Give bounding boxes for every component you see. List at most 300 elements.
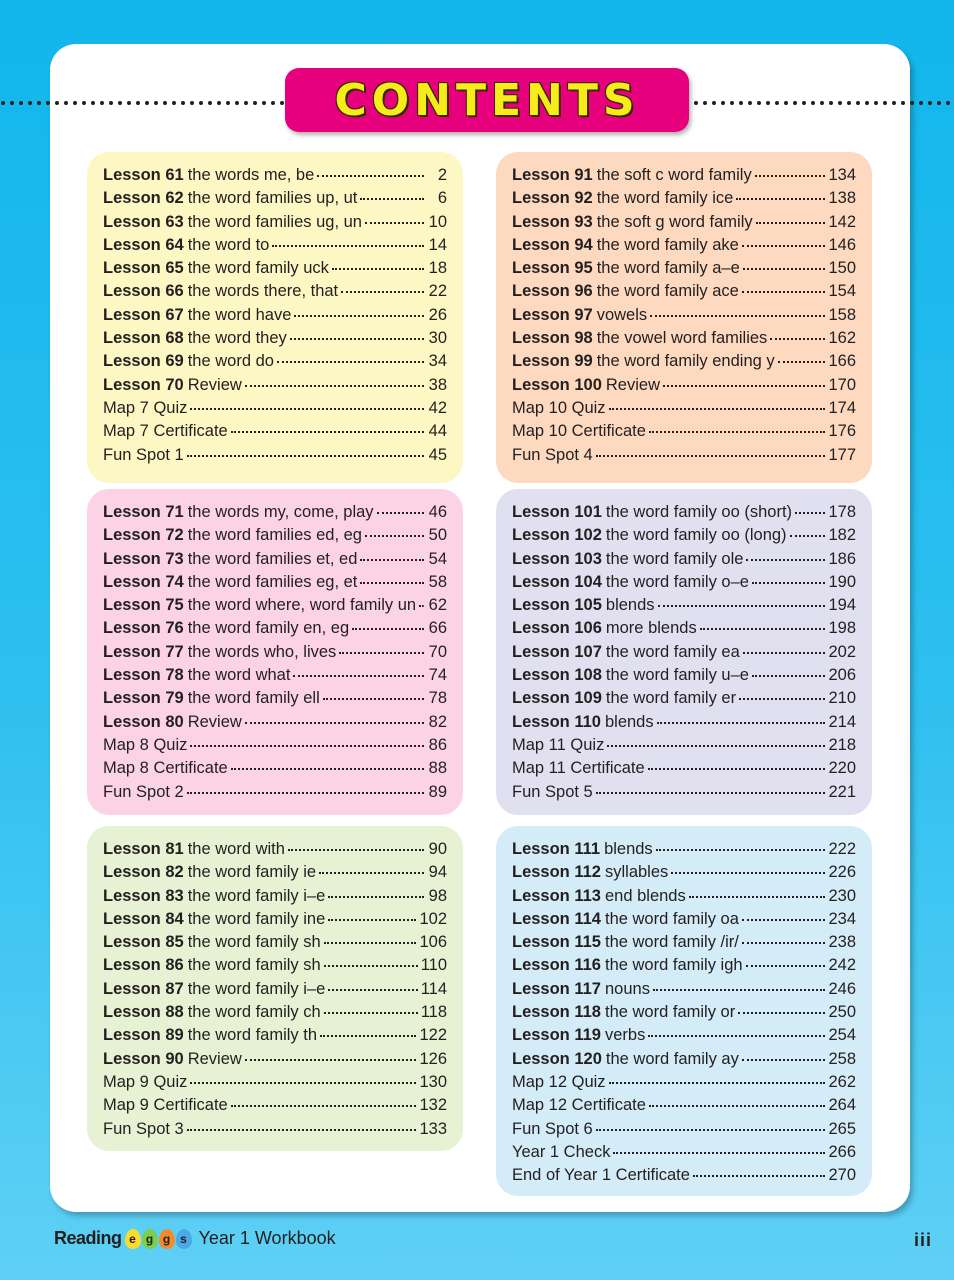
dot-leader [360, 582, 424, 584]
entry-page-number: 254 [828, 1026, 856, 1045]
entry-lesson-label: Lesson 107 [512, 642, 602, 661]
entry-title: the word family /ir/ [604, 933, 739, 952]
contents-entry [103, 840, 447, 863]
dot-leader [419, 605, 424, 607]
dot-leader [738, 1012, 825, 1014]
entry-page-number: 90 [428, 840, 447, 858]
dot-leader [596, 792, 826, 794]
dot-leader [319, 872, 424, 874]
entry-title: the word family oo (long) [605, 526, 787, 545]
contents-box-purple [496, 489, 872, 815]
contents-entry [103, 736, 447, 759]
dot-leader [365, 535, 424, 537]
contents-entry [512, 759, 856, 782]
dot-leader [742, 245, 826, 247]
brand-eggs-logo [124, 1229, 192, 1249]
contents-entry [512, 306, 856, 329]
entry-page-number: 234 [828, 909, 856, 928]
contents-entry [103, 213, 447, 236]
entry-page-number: 6 [437, 189, 447, 208]
entry-title: Map 8 Certificate [103, 759, 228, 778]
entry-title: the word family igh [604, 956, 743, 975]
entry-page-number: 74 [428, 666, 447, 685]
dot-leader [752, 582, 826, 584]
contents-entry [512, 713, 856, 736]
dot-leader [187, 1129, 417, 1131]
entry-lesson-label: Lesson 91 [512, 166, 593, 184]
contents-entry [103, 980, 447, 1003]
entry-lesson-label: Lesson 93 [512, 212, 593, 231]
entry-lesson-label: Lesson 86 [103, 956, 184, 975]
entry-page-number: 177 [828, 445, 856, 464]
contents-entry [512, 910, 856, 933]
dot-leader [742, 942, 826, 944]
contents-entry [103, 713, 447, 736]
entry-title: the word family o–e [605, 572, 749, 591]
entry-lesson-label: Lesson 75 [103, 596, 184, 615]
dot-leader [693, 1175, 826, 1177]
dot-leader [736, 198, 825, 200]
entry-page-number: 26 [428, 305, 447, 324]
contents-entry [103, 503, 447, 526]
entry-page-number: 2 [437, 166, 447, 184]
entry-page-number: 250 [828, 1003, 856, 1022]
entry-page-number: 102 [419, 909, 447, 928]
entry-title: the word with [187, 840, 285, 858]
entry-lesson-label: Lesson 62 [103, 189, 184, 208]
dot-leader [746, 559, 825, 561]
entry-title: the word family th [187, 1026, 318, 1045]
entry-page-number: 110 [420, 956, 447, 975]
entry-page-number: 126 [419, 1049, 447, 1068]
contents-entry [512, 213, 856, 236]
contents-entry [103, 887, 447, 910]
contents-entry [103, 166, 447, 189]
contents-entry [512, 282, 856, 305]
dot-leader [352, 628, 424, 630]
entry-lesson-label: Lesson 88 [103, 1003, 184, 1022]
entry-page-number: 190 [828, 572, 856, 591]
entry-title: Review [187, 375, 242, 394]
entry-title: blends [604, 712, 654, 731]
contents-entry [512, 329, 856, 352]
entry-page-number: 202 [828, 642, 856, 661]
entry-lesson-label: Lesson 120 [512, 1049, 602, 1068]
entry-lesson-label: Lesson 109 [512, 689, 602, 708]
entry-title: Map 10 Quiz [512, 398, 606, 417]
entry-page-number: 222 [828, 840, 856, 858]
dot-leader [245, 722, 424, 724]
dot-leader [739, 698, 825, 700]
contents-entry [512, 1096, 856, 1119]
contents-box-green [87, 826, 463, 1151]
contents-entry [512, 376, 856, 399]
contents-entry [103, 422, 447, 445]
entry-title: the word family oa [604, 909, 739, 928]
title-badge [285, 68, 689, 132]
entry-title: the vowel word families [596, 329, 768, 348]
contents-entry [103, 1120, 447, 1143]
dot-leader [290, 338, 424, 340]
contents-entry [512, 573, 856, 596]
entry-page-number: 45 [428, 445, 447, 464]
contents-entry [512, 1026, 856, 1049]
contents-entry [103, 446, 447, 469]
entry-page-number: 130 [419, 1072, 447, 1091]
contents-entry [512, 1003, 856, 1026]
entry-title: the word have [187, 305, 292, 324]
entry-lesson-label: Lesson 98 [512, 329, 593, 348]
contents-entry [512, 236, 856, 259]
entry-lesson-label: Lesson 119 [512, 1026, 601, 1045]
contents-entry [512, 666, 856, 689]
footer-brand [54, 1228, 336, 1249]
entry-title: the word family en, eg [187, 619, 350, 638]
dot-leader [324, 1012, 418, 1014]
entry-title: the word family sh [187, 933, 321, 952]
entry-page-number: 86 [428, 735, 447, 754]
entry-page-number: 98 [428, 886, 447, 905]
contents-box-pink [87, 489, 463, 815]
entry-page-number: 206 [828, 666, 856, 685]
entry-lesson-label: Lesson 63 [103, 212, 184, 231]
entry-lesson-label: Lesson 96 [512, 282, 593, 301]
contents-entry [103, 1003, 447, 1026]
contents-entry [512, 526, 856, 549]
entry-title: the word family ell [187, 689, 320, 708]
entry-lesson-label: Lesson 82 [103, 863, 184, 882]
entry-page-number: 262 [828, 1072, 856, 1091]
entry-title: more blends [605, 619, 697, 638]
dot-leader [609, 1082, 826, 1084]
contents-entry [103, 259, 447, 282]
dot-leader [663, 385, 825, 387]
entry-title: the word families eg, et [187, 572, 358, 591]
contents-entry [512, 689, 856, 712]
contents-entry [103, 643, 447, 666]
contents-entry [103, 956, 447, 979]
dot-leader [790, 535, 826, 537]
entry-lesson-label: Lesson 106 [512, 619, 602, 638]
dot-leader [272, 245, 424, 247]
entry-lesson-label: Lesson 87 [103, 979, 184, 998]
entry-page-number: 30 [428, 329, 447, 348]
contents-entry [103, 759, 447, 782]
dot-leader [245, 1059, 417, 1061]
entry-page-number: 106 [419, 933, 447, 952]
entry-lesson-label: Lesson 100 [512, 375, 602, 394]
dot-leader [756, 222, 826, 224]
dot-leader [377, 512, 424, 514]
entry-title: Map 9 Certificate [103, 1096, 228, 1115]
dot-leader [341, 291, 424, 293]
contents-entry [103, 689, 447, 712]
contents-entry [103, 1026, 447, 1049]
page-title: CONTENTS [334, 74, 640, 126]
entry-page-number: 246 [828, 979, 856, 998]
entry-title: the word family or [604, 1003, 736, 1022]
entry-title: the word family ay [605, 1049, 739, 1068]
entry-title: blends [605, 596, 655, 615]
dot-leader [324, 965, 418, 967]
dot-leader [320, 1035, 416, 1037]
dot-leader [649, 1105, 826, 1107]
entry-title: blends [604, 840, 653, 858]
contents-entry [512, 736, 856, 759]
dot-leader [689, 896, 826, 898]
contents-entry [512, 596, 856, 619]
entry-title: the words who, lives [187, 642, 337, 661]
entry-lesson-label: Lesson 76 [103, 619, 184, 638]
dot-leader [795, 512, 825, 514]
entry-page-number: 133 [419, 1119, 447, 1138]
dot-leader [360, 198, 424, 200]
entry-title: the words there, that [187, 282, 339, 301]
dot-leader [648, 768, 826, 770]
entry-title: the soft g word family [596, 212, 753, 231]
dot-leader [288, 849, 424, 851]
dotted-rule-left [0, 100, 290, 106]
entry-page-number: 220 [828, 759, 856, 778]
contents-entry [512, 887, 856, 910]
dot-leader [653, 989, 826, 991]
entry-lesson-label: Lesson 108 [512, 666, 602, 685]
contents-entry [103, 526, 447, 549]
dot-leader [778, 361, 826, 363]
contents-entry [103, 306, 447, 329]
entry-title: the word family u–e [605, 666, 749, 685]
dot-leader [656, 849, 826, 851]
dot-leader [365, 222, 424, 224]
entry-page-number: 54 [428, 549, 447, 568]
entry-page-number: 134 [828, 166, 856, 184]
contents-entry [512, 933, 856, 956]
dot-leader [317, 175, 424, 177]
entry-title: Map 10 Certificate [512, 422, 646, 441]
dot-leader [245, 385, 424, 387]
entry-page-number: 150 [828, 259, 856, 278]
entry-lesson-label: Lesson 67 [103, 305, 184, 324]
dot-leader [231, 1105, 417, 1107]
contents-entry [103, 1073, 447, 1096]
entry-lesson-label: Lesson 104 [512, 572, 602, 591]
entry-page-number: 270 [828, 1166, 856, 1185]
contents-entry [512, 1073, 856, 1096]
entry-lesson-label: Lesson 89 [103, 1026, 184, 1045]
entry-lesson-label: Lesson 114 [512, 909, 601, 928]
entry-page-number: 242 [828, 956, 856, 975]
contents-entry [103, 863, 447, 886]
entry-page-number: 176 [828, 422, 856, 441]
dot-leader [700, 628, 826, 630]
entry-lesson-label: Lesson 72 [103, 526, 184, 545]
contents-box-orange [496, 152, 872, 483]
entry-lesson-label: Lesson 95 [512, 259, 593, 278]
entry-page-number: 44 [428, 422, 447, 441]
entry-title: nouns [604, 979, 650, 998]
entry-page-number: 221 [828, 782, 856, 801]
dot-leader [190, 745, 424, 747]
dot-leader [328, 919, 416, 921]
dot-leader [657, 722, 826, 724]
entry-lesson-label: Lesson 103 [512, 549, 602, 568]
dot-leader [752, 675, 826, 677]
entry-page-number: 94 [428, 863, 447, 882]
entry-title: verbs [604, 1026, 646, 1045]
entry-lesson-label: Lesson 61 [103, 166, 184, 184]
entry-page-number: 58 [428, 572, 447, 591]
contents-entry [103, 550, 447, 573]
entry-lesson-label: Lesson 70 [103, 375, 184, 394]
entry-page-number: 82 [428, 712, 447, 731]
entry-page-number: 174 [828, 398, 856, 417]
brand-word: Reading [54, 1228, 122, 1248]
dot-leader [328, 896, 424, 898]
entry-title: the word family ole [605, 549, 744, 568]
entry-lesson-label: Lesson 80 [103, 712, 184, 731]
entry-title: Fun Spot 5 [512, 782, 593, 801]
entry-lesson-label: Lesson 73 [103, 549, 184, 568]
entry-lesson-label: Lesson 113 [512, 886, 601, 905]
entry-lesson-label: Lesson 66 [103, 282, 184, 301]
entry-title: the word where, word family un [187, 596, 417, 615]
dot-leader [190, 408, 424, 410]
entry-page-number: 226 [828, 863, 856, 882]
entry-title: the word family ending y [596, 352, 775, 371]
dot-leader [609, 408, 826, 410]
contents-entry [103, 399, 447, 422]
entry-lesson-label: Lesson 74 [103, 572, 184, 591]
entry-title: Map 11 Quiz [512, 735, 605, 754]
entry-page-number: 265 [828, 1119, 856, 1138]
contents-entry [512, 503, 856, 526]
contents-entry [103, 783, 447, 806]
dotted-rule-right [690, 100, 954, 106]
dot-leader [332, 268, 424, 270]
contents-entry [103, 910, 447, 933]
dot-leader [746, 965, 826, 967]
dot-leader [187, 792, 424, 794]
entry-title: Review [187, 1049, 242, 1068]
entry-page-number: 230 [828, 886, 856, 905]
entry-page-number: 142 [828, 212, 856, 231]
entry-title: the word family i–e [187, 979, 326, 998]
entry-lesson-label: Lesson 110 [512, 712, 601, 731]
entry-title: the word family ie [187, 863, 317, 882]
entry-lesson-label: Lesson 68 [103, 329, 184, 348]
entry-page-number: 194 [828, 596, 856, 615]
entry-lesson-label: Lesson 101 [512, 503, 602, 521]
entry-page-number: 178 [828, 503, 856, 521]
entry-title: the word to [187, 235, 270, 254]
dot-leader [231, 431, 424, 433]
contents-entry [103, 933, 447, 956]
dot-leader [743, 268, 826, 270]
entry-title: Fun Spot 6 [512, 1119, 593, 1138]
page-number: iii [913, 1230, 932, 1250]
entry-lesson-label: Lesson 92 [512, 189, 593, 208]
dot-leader [231, 768, 424, 770]
entry-page-number: 62 [428, 596, 447, 615]
entry-page-number: 146 [828, 235, 856, 254]
dot-leader [293, 675, 424, 677]
entry-page-number: 66 [428, 619, 447, 638]
entry-title: Map 7 Certificate [103, 422, 228, 441]
entry-page-number: 158 [828, 305, 856, 324]
entry-title: syllables [604, 863, 669, 882]
entry-title: the soft c word family [596, 166, 752, 184]
entry-title: Map 7 Quiz [103, 398, 188, 417]
entry-title: the words my, come, play [187, 503, 374, 521]
entry-page-number: 50 [428, 526, 447, 545]
dot-leader [360, 559, 424, 561]
entry-page-number: 186 [828, 549, 856, 568]
entry-page-number: 118 [420, 1003, 447, 1022]
entry-lesson-label: Lesson 112 [512, 863, 601, 882]
entry-page-number: 88 [428, 759, 447, 778]
entry-title: vowels [596, 305, 648, 324]
entry-title: Map 12 Certificate [512, 1096, 646, 1115]
entry-title: end blends [604, 886, 686, 905]
entry-title: the word family ace [596, 282, 739, 301]
entry-page-number: 210 [828, 689, 856, 708]
entry-title: the word family ch [187, 1003, 321, 1022]
dot-leader [187, 455, 424, 457]
dot-leader [671, 872, 825, 874]
dot-leader [658, 605, 826, 607]
entry-title: the word families up, ut [187, 189, 358, 208]
entry-lesson-label: Lesson 111 [512, 840, 601, 858]
contents-entry [103, 573, 447, 596]
entry-page-number: 38 [428, 375, 447, 394]
dot-leader [607, 745, 825, 747]
entry-title: the word family ea [605, 642, 740, 661]
entry-title: the word families ug, un [187, 212, 362, 231]
entry-title: Fun Spot 4 [512, 445, 593, 464]
contents-entry [512, 550, 856, 573]
entry-lesson-label: Lesson 99 [512, 352, 593, 371]
dot-leader [650, 315, 825, 317]
contents-entry [512, 783, 856, 806]
contents-entry [512, 956, 856, 979]
entry-lesson-label: Lesson 85 [103, 933, 184, 952]
entry-lesson-label: Lesson 115 [512, 933, 601, 952]
entry-title: Fun Spot 1 [103, 445, 184, 464]
dot-leader [613, 1152, 825, 1154]
entry-page-number: 218 [828, 735, 856, 754]
entry-page-number: 42 [428, 398, 447, 417]
contents-entry [512, 399, 856, 422]
dot-leader [770, 338, 825, 340]
dot-leader [742, 919, 826, 921]
entry-page-number: 14 [428, 235, 447, 254]
entry-title: Year 1 Check [512, 1142, 611, 1161]
dot-leader [596, 1129, 826, 1131]
dot-leader [190, 1082, 416, 1084]
entry-lesson-label: Lesson 84 [103, 909, 184, 928]
entry-lesson-label: Lesson 71 [103, 503, 184, 521]
entry-title: the word families ed, eg [187, 526, 362, 545]
dot-leader [328, 989, 417, 991]
entry-title: the word do [187, 352, 274, 371]
entry-lesson-label: Lesson 64 [103, 235, 184, 254]
entry-lesson-label: Lesson 118 [512, 1003, 601, 1022]
contents-entry [512, 619, 856, 642]
entry-page-number: 154 [828, 282, 856, 301]
entry-title: the word family sh [187, 956, 321, 975]
contents-entry [103, 329, 447, 352]
entry-page-number: 22 [428, 282, 447, 301]
